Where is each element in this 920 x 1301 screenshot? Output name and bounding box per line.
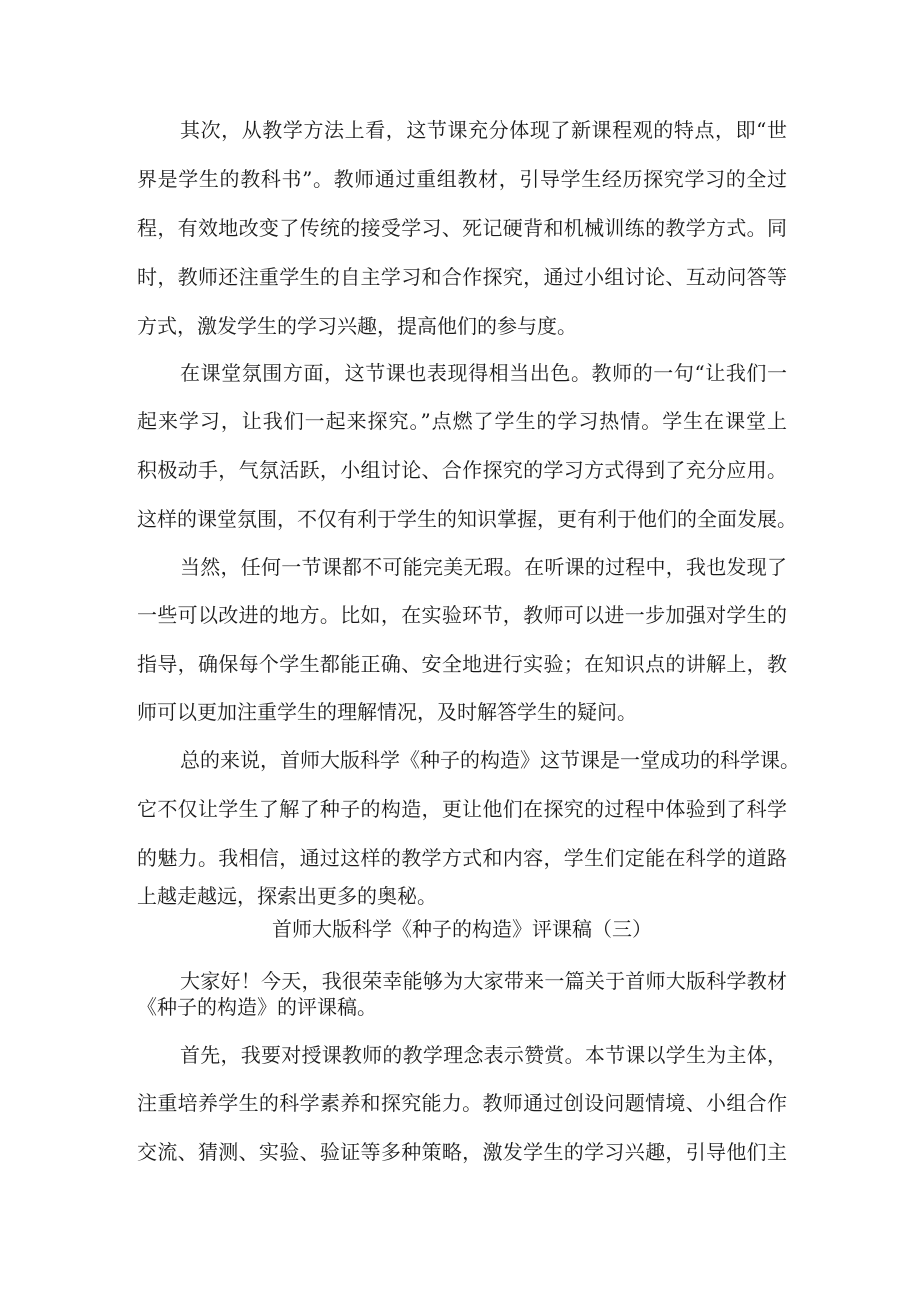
- section-title: 首师大版科学《种子的构造》评课稿（三）: [272, 917, 652, 941]
- paragraph-4-line-2: 它不仅让学生了解了种子的构造，更让他们在探究的过程中体验到了科学: [137, 797, 787, 821]
- paragraph-2-line-1: 在课堂氛围方面，这节课也表现得相当出色。教师的一句“让我们一: [180, 361, 787, 385]
- paragraph-5-line-2: 《种子的构造》的评课稿。: [137, 995, 377, 1019]
- paragraph-2-line-3: 积极动手，气氛活跃，小组讨论、合作探究的学习方式得到了充分应用。: [137, 458, 787, 482]
- paragraph-4-line-3: 的魅力。我相信，通过这样的教学方式和内容，学生们定能在科学的道路: [137, 846, 787, 870]
- paragraph-1-line-3: 程，有效地改变了传统的接受学习、死记硬背和机械训练的教学方式。同: [137, 216, 787, 240]
- paragraph-6-line-2: 注重培养学生的科学素养和探究能力。教师通过创设问题情境、小组合作: [137, 1091, 787, 1115]
- paragraph-2-line-2: 起来学习，让我们一起来探究。”点燃了学生的学习热情。学生在课堂上: [137, 409, 787, 433]
- paragraph-5-line-1: 大家好！今天，我很荣幸能够为大家带来一篇关于首师大版科学教材: [180, 969, 787, 993]
- paragraph-4-line-4: 上越走越远，探索出更多的奥秘。: [137, 884, 437, 908]
- paragraph-6-line-3: 交流、猜测、实验、验证等多种策略，激发学生的学习兴趣，引导他们主: [137, 1140, 787, 1164]
- paragraph-3-line-3: 指导，确保每个学生都能正确、安全地进行实验；在知识点的讲解上，教: [137, 652, 787, 676]
- paragraph-6-line-1: 首先，我要对授课教师的教学理念表示赞赏。本节课以学生为主体，: [180, 1043, 787, 1067]
- paragraph-1-line-4: 时，教师还注重学生的自主学习和合作探究，通过小组讨论、互动问答等: [137, 265, 787, 289]
- paragraph-1-line-2: 界是学生的教科书”。教师通过重组教材，引导学生经历探究学习的全过: [137, 167, 787, 191]
- paragraph-3-line-4: 师可以更加注重学生的理解情况，及时解答学生的疑问。: [137, 700, 637, 724]
- paragraph-2-line-4: 这样的课堂氛围，不仅有利于学生的知识掌握，更有利于他们的全面发展。: [137, 507, 797, 531]
- paragraph-3-line-1: 当然，任何一节课都不可能完美无瑕。在听课的过程中，我也发现了: [180, 555, 787, 579]
- paragraph-1-line-5: 方式，激发学生的学习兴趣，提高他们的参与度。: [137, 314, 577, 338]
- paragraph-1-line-1: 其次，从教学方法上看，这节课充分体现了新课程观的特点，即“世: [180, 118, 787, 142]
- paragraph-3-line-2: 一些可以改进的地方。比如，在实验环节，教师可以进一步加强对学生的: [137, 603, 787, 627]
- paragraph-4-line-1: 总的来说，首师大版科学《种子的构造》这节课是一堂成功的科学课。: [180, 748, 800, 772]
